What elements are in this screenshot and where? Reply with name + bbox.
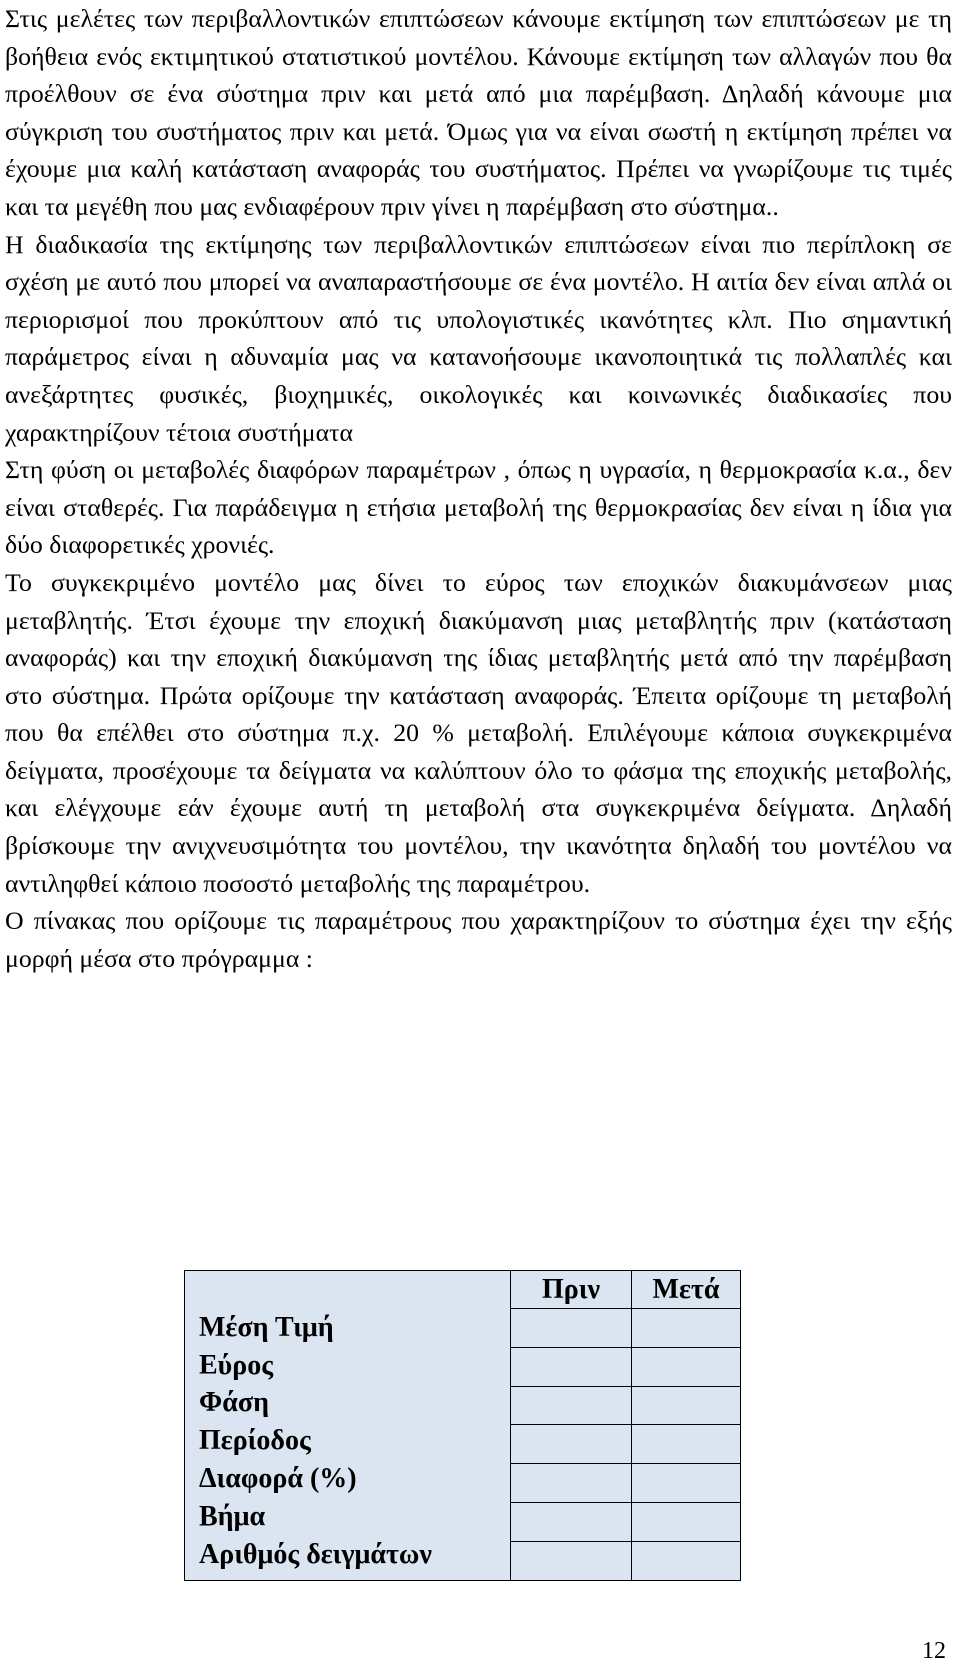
value-cell-before bbox=[511, 1386, 632, 1425]
value-cell-before bbox=[511, 1425, 632, 1464]
row-label: Περίοδος bbox=[199, 1425, 311, 1457]
paragraph: Η διαδικασία της εκτίμησης των περιβαλλοντικών επιπτώσεων είναι πιο περίπλοκη σε σχέση με αυτό που μπορεί να αναπαραστήσουμε σε ένα μοντέλο. Η αιτία δεν είναι απλά οι περιορισμοί που προκύπτουν από τις υπολογιστικές ικανότητες κλπ. Πιο σημαντική παράμετρος είναι η αδυναμία μας να κατανοήσουμε ικανοποιητικά τις πολλαπλές και ανεξάρτητες φυσικές, βιοχημικές, οικολογικές και κοινωνικές διαδικασίες που χαρακτηρίζουν τέτοια συστήματα bbox=[5, 229, 952, 447]
value-cell-after bbox=[632, 1386, 741, 1425]
value-cell-after bbox=[632, 1309, 741, 1348]
column-header-before: Πριν bbox=[511, 1271, 632, 1309]
row-label: Βήμα bbox=[199, 1500, 266, 1532]
value-cell-before bbox=[511, 1502, 632, 1541]
parameters-table-container bbox=[184, 1270, 741, 1581]
row-labels-cell bbox=[185, 1271, 511, 1581]
value-cell-before bbox=[511, 1541, 632, 1580]
row-label: Διαφορά (%) bbox=[199, 1462, 357, 1494]
parameters-table bbox=[184, 1270, 741, 1581]
value-cell-after bbox=[632, 1464, 741, 1503]
table-header-row bbox=[185, 1271, 741, 1309]
value-cell-before bbox=[511, 1464, 632, 1503]
row-label: Αριθμός δειγμάτων bbox=[199, 1538, 432, 1570]
row-label: Εύρος bbox=[199, 1349, 274, 1381]
column-header-after: Μετά bbox=[632, 1271, 741, 1309]
paragraph: Ο πίνακας που ορίζουμε τις παραμέτρους που χαρακτηρίζουν το σύστημα έχει την εξής μορφή μέσα στο πρόγραμμα : bbox=[5, 906, 952, 973]
row-label: Μέση Τιμή bbox=[199, 1311, 334, 1343]
value-cell-before bbox=[511, 1309, 632, 1348]
paragraph: Το συγκεκριμένο μοντέλο μας δίνει το εύρος των εποχικών διακυμάνσεων μιας μεταβλητής. Έτσι έχουμε την εποχική διακύμανση μιας μεταβλητής πριν (κατάσταση αναφοράς) και την εποχική διακύμανση της ίδιας μεταβλητής μετά από την παρέμβαση στο σύστημα. Πρώτα ορίζουμε την κατάσταση αναφοράς. Έπειτα ορίζουμε τη μεταβολή που θα επέλθει στο σύστημα π.χ. 20 % μεταβολή. Επιλέγουμε κάποια συγκεκριμένα δείγματα, προσέχουμε τα δείγματα να καλύπτουν όλο το φάσμα της εποχικής μεταβολής, και ελέγχουμε εάν έχουμε αυτή τη μεταβολή στα συγκεκριμένα δείγματα. Δηλαδή βρίσκουμε την ανιχνευσιμότητα του μοντέλου, την ικανότητα δηλαδή του μοντέλου να αντιληφθεί κάποιο ποσοστό μεταβολής της παραμέτρου. bbox=[5, 567, 952, 898]
value-cell-after bbox=[632, 1425, 741, 1464]
document-page bbox=[5, 0, 952, 977]
paragraph: Στις μελέτες των περιβαλλοντικών επιπτώσεων κάνουμε εκτίμηση των επιπτώσεων με τη βοήθεια ενός εκτιμητικού στατιστικού μοντέλου. Κάνουμε εκτίμηση των αλλαγών που θα προέλθουν σε ένα σύστημα πριν και μετά από μια παρέμβαση. Δηλαδή κάνουμε μια σύγκριση του συστήματος πριν και μετά. Όμως για να είναι σωστή η εκτίμηση πρέπει να έχουμε μια καλή κατάσταση αναφοράς του συστήματος. Πρέπει να γνωρίζουμε τις τιμές και τα μεγέθη που μας ενδιαφέρουν πριν γίνει η παρέμβαση στο σύστημα.. bbox=[5, 4, 952, 221]
header-spacer bbox=[185, 1271, 510, 1309]
page-number: 12 bbox=[922, 1638, 946, 1664]
paragraph: Στη φύση οι μεταβολές διαφόρων παραμέτρων , όπως η υγρασία, η θερμοκρασία κ.α., δεν είναι σταθερές. Για παράδειγμα η ετήσια μεταβολή της θερμοκρασίας δεν είναι η ίδια για δύο διαφορετικές χρονιές. bbox=[5, 455, 952, 560]
value-cell-before bbox=[511, 1347, 632, 1386]
value-cell-after bbox=[632, 1502, 741, 1541]
value-cell-after bbox=[632, 1541, 741, 1580]
value-cell-after bbox=[632, 1347, 741, 1386]
row-label: Φάση bbox=[199, 1387, 269, 1419]
